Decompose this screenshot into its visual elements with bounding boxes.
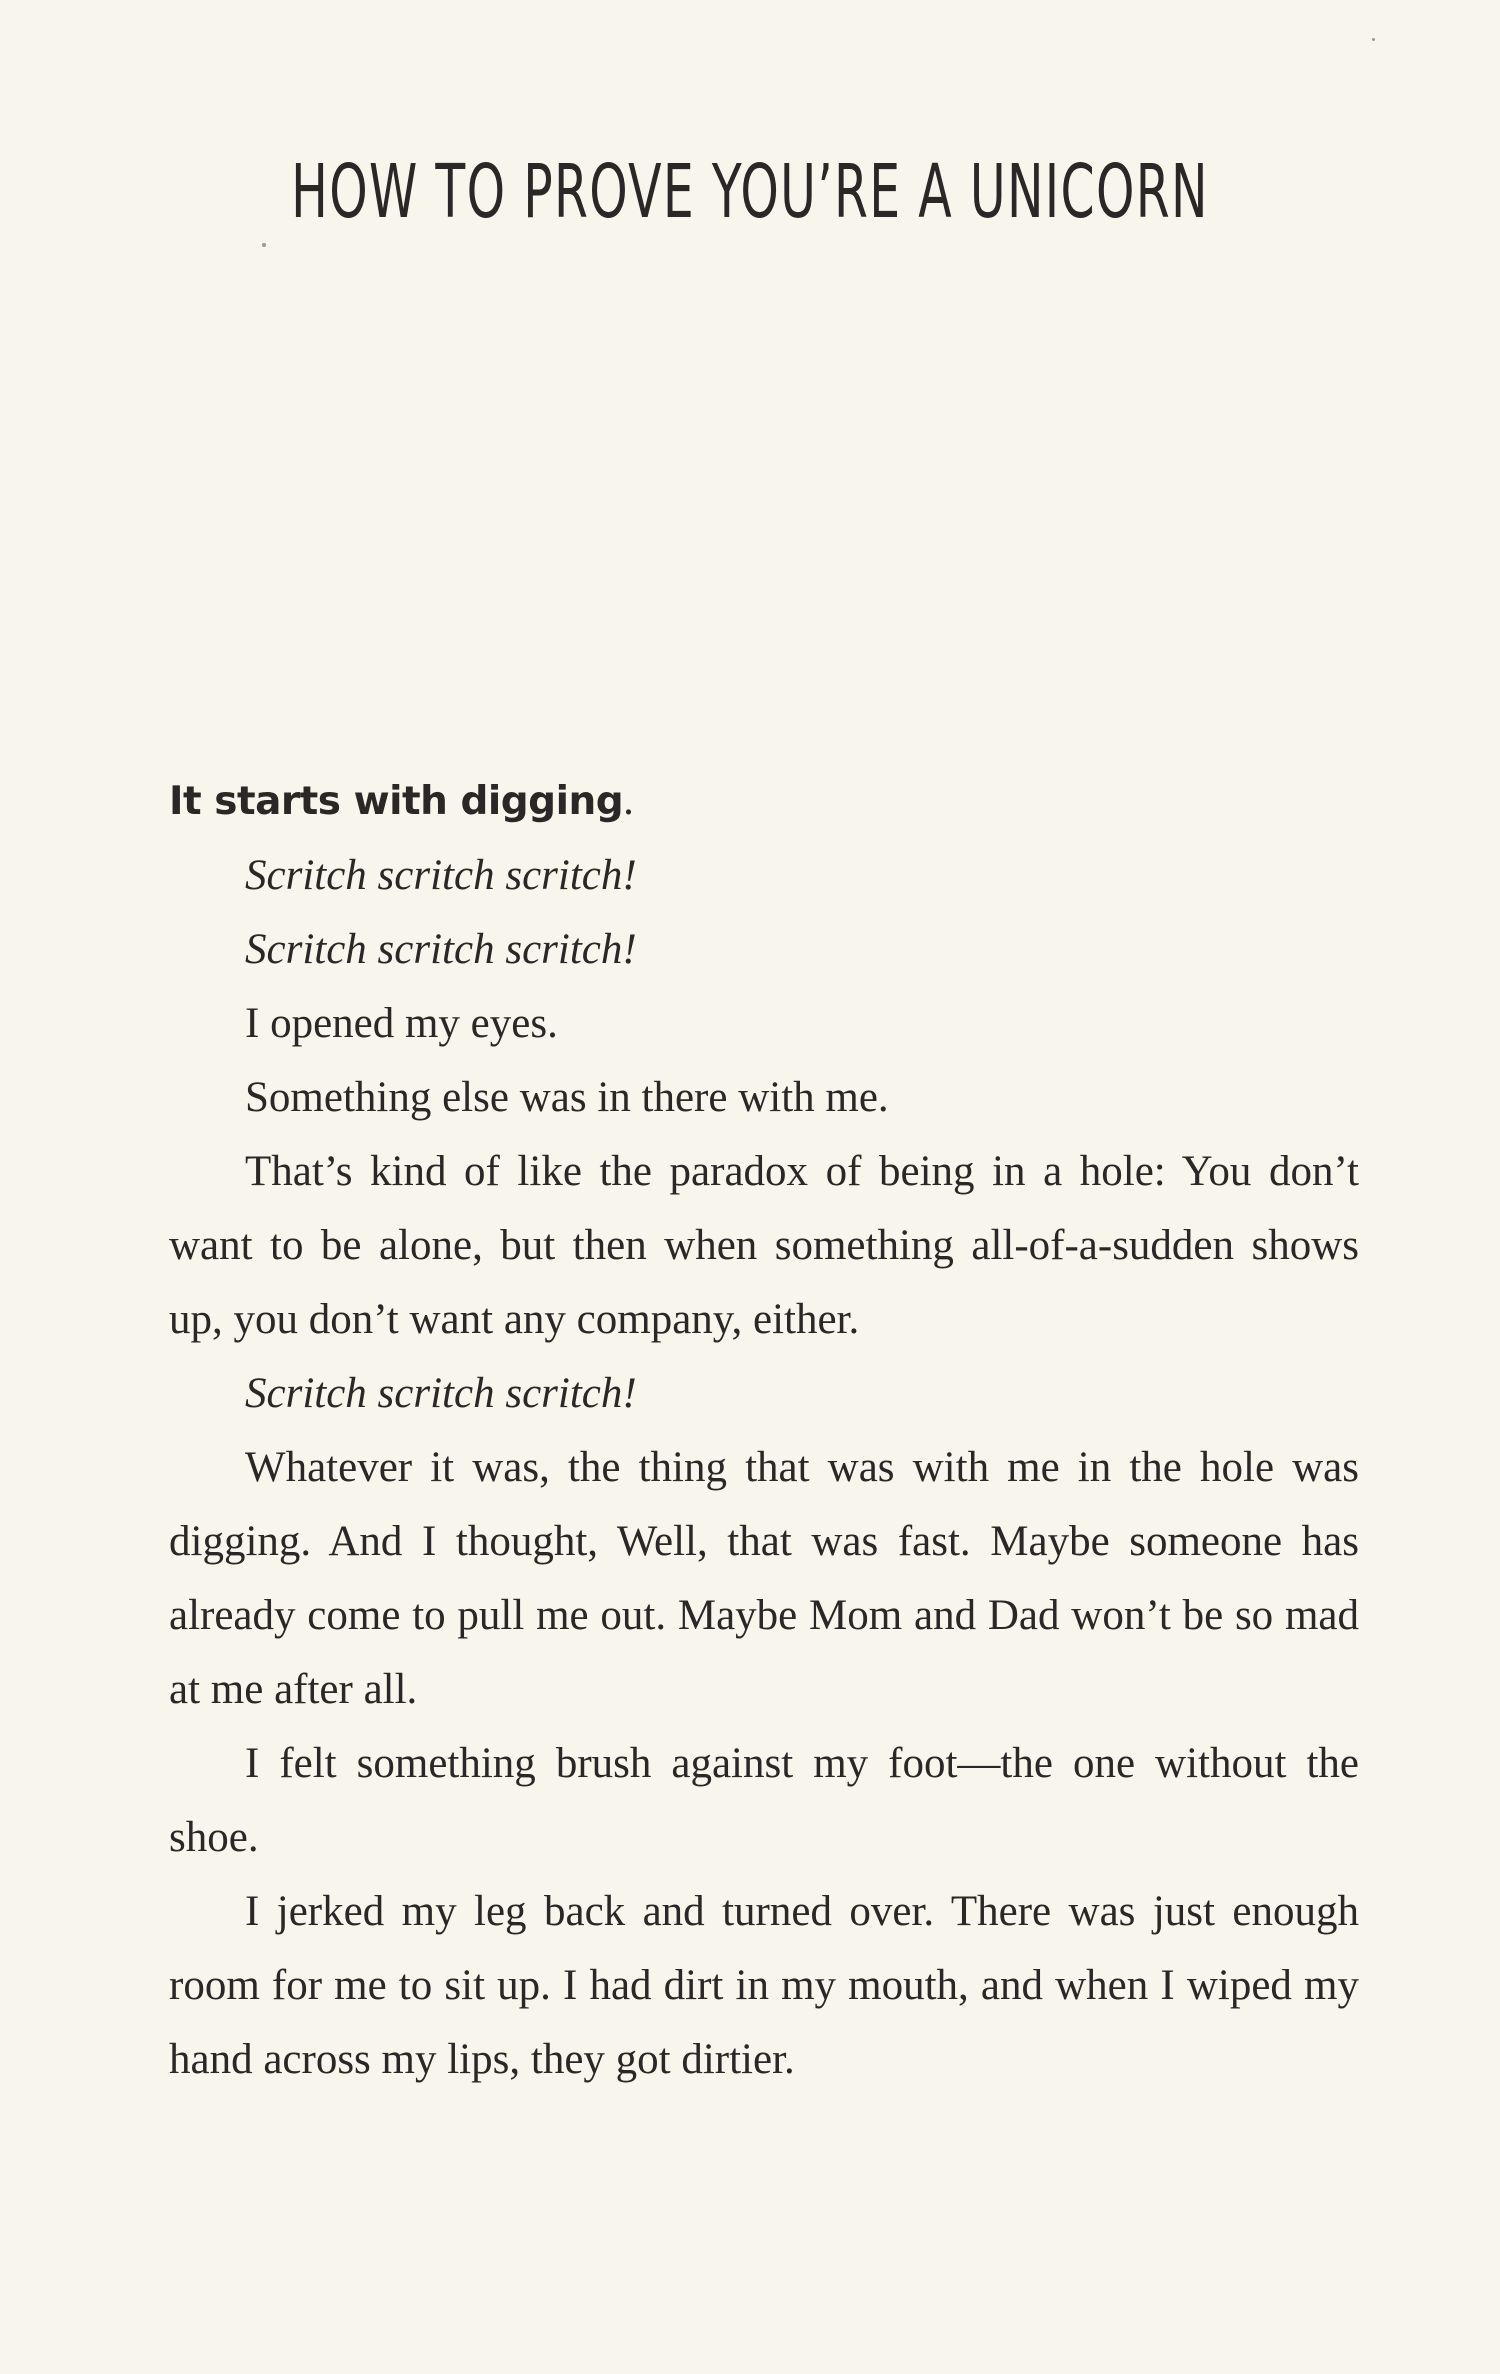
scan-speck <box>262 243 266 247</box>
paragraph: I jerked my leg back and turned over. There was just enough room for me to sit up. I had dirt in my mouth, and when I wiped my hand across my lips, they got dirtier. <box>169 1888 1359 2083</box>
sound-effect-paragraph: Scritch scritch scritch! <box>245 852 637 899</box>
paragraph: That’s kind of like the paradox of being in a hole: You don’t want to be alone, but then when something all-of-a-sudden shows up, you don’t want any company, either. <box>169 1148 1359 1343</box>
sound-effect-paragraph: Scritch scritch scritch! <box>245 926 637 973</box>
scan-speck <box>1372 38 1375 41</box>
paragraph: I felt something brush against my foot—the one without the shoe. <box>169 1740 1359 1861</box>
sound-effect-paragraph: Scritch scritch scritch! <box>245 1370 637 1417</box>
lead-in-rest: . <box>623 777 634 824</box>
paragraph: I opened my eyes. <box>245 1000 558 1047</box>
chapter-title: HOW TO PROVE YOU’RE A UNICORN <box>291 149 1209 235</box>
paragraph: Something else was in there with me. <box>245 1074 889 1121</box>
paragraph: Whatever it was, the thing that was with me in the hole was digging. And I thought, Well, that was fast. Maybe someone has already come to pull me out. Maybe Mom and Dad won’t be so mad at me after all. <box>169 1444 1359 1713</box>
chapter-body <box>169 764 1359 2097</box>
lead-in-text: It starts with digging <box>169 779 624 824</box>
paragraph-lead <box>169 764 1359 839</box>
